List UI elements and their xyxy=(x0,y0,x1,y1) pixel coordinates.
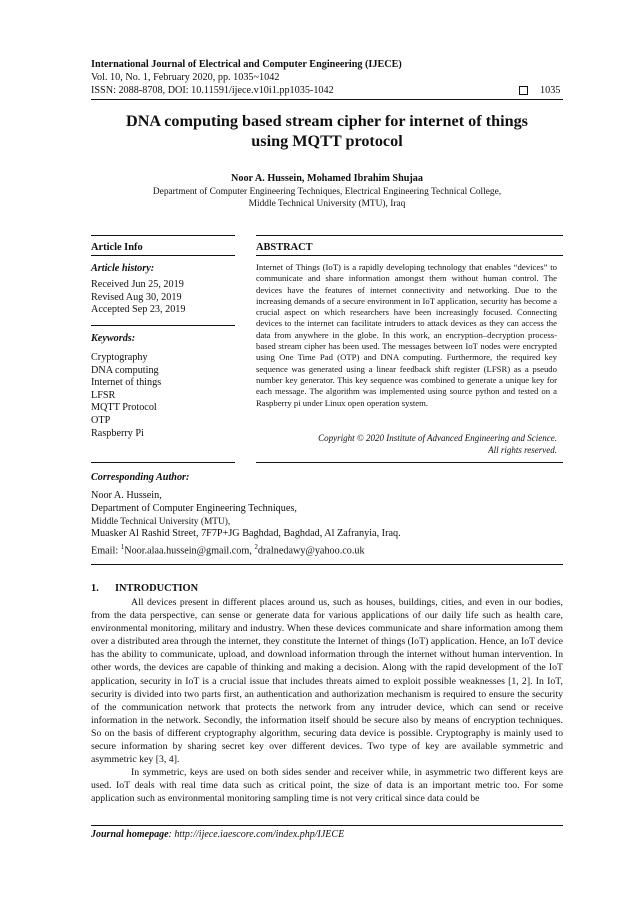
journal-name: International Journal of Electrical and Computer Engineering (IJECE) xyxy=(91,59,402,70)
abstract-heading-rule xyxy=(256,255,563,256)
corresponding-univ: Middle Technical University (MTU), xyxy=(91,516,231,527)
author-list: Noor A. Hussein, Mohamed Ibrahim Shujaa xyxy=(231,173,423,184)
page-number: 1035 xyxy=(540,85,561,96)
body-paragraph: All devices present in different places around us, such as houses, buildings, cities, and even in our bodies, from the data perspective, can sense or generate data for various applications of our daily life such as health care, environmental monitoring, military and industry. When these devices communicate and share information among them over a distributed area through the internet, they constitute the Internet of things (IoT) application. Hence, an IoT device has the ability to communicate, upload, and download information through the internet without human intervention. In other words, the devices are capable of thinking and making a decision. Along with the rapid development of the IoT application, security in IoT is a crucial issue that includes threats aimed to exploit possible weaknesses [1, 2]. In IoT, security is divided into two parts first, an authentication and authorization mechanism is required to ensure the security of the communication network that protects the network from any intruder device, which can send or receive information in the network. Secondly, the information itself should be secure also by means of encryption techniques. So on the basis of different cryptography algorithm, securing data device is possible. Cryptography is mainly used to secure information by sharing secret key over different devices. Two type of key are available symmetric and asymmetric key [3, 4]. xyxy=(91,597,563,766)
title-line-1: DNA computing based stream cipher for internet of things xyxy=(126,112,528,130)
copyright-line-1: Copyright © 2020 Institute of Advanced Engineering and Science. xyxy=(318,433,557,443)
footer-divider xyxy=(91,825,563,826)
header-divider xyxy=(91,99,563,100)
corresponding-email xyxy=(91,541,401,558)
corresponding-address: Muasker Al Rashid Street, 7F7P+JG Baghdad, Baghdad, Al Zafranyia, Iraq. xyxy=(91,528,401,540)
history-accepted: Accepted Sep 23, 2019 xyxy=(91,304,186,316)
history-received: Received Jun 25, 2019 xyxy=(91,279,184,290)
keyword-item: LFSR xyxy=(91,389,116,401)
keywords-heading: Keywords: xyxy=(91,333,136,344)
title-line-2: using MQTT protocol xyxy=(251,132,403,150)
body-paragraph: In symmetric, keys are used on both sides sender and receiver while, in asymmetric two different keys are used. IoT deals with real time data such as critical point, the size of data is an important metric too. For some application such as environmental monitoring sampling time is not very critical since data could be xyxy=(91,767,563,805)
affiliation-line-2: Middle Technical University (MTU), Iraq xyxy=(248,199,406,209)
email-sup-1: 1 xyxy=(120,543,125,552)
info-heading-rule xyxy=(91,255,235,256)
history-list xyxy=(91,279,186,317)
keyword-item: Internet of things xyxy=(91,377,162,389)
keyword-list xyxy=(91,352,161,440)
volume-line: Vol. 10, No. 1, February 2020, pp. 1035~1042 xyxy=(91,72,280,83)
keyword-item: OTP xyxy=(91,414,111,426)
copyright-line-2: All rights reserved. xyxy=(488,444,557,455)
paper-title xyxy=(91,111,563,151)
history-rule xyxy=(91,325,235,326)
affiliation-line-1: Department of Computer Engineering Techniques, Electrical Engineering Technical College, xyxy=(152,187,502,197)
journal-homepage xyxy=(91,829,344,840)
footer-url: : http://ijece.iaescore.com/index.php/IJECE xyxy=(168,829,345,840)
abstract-text: Internet of Things (IoT) is a rapidly developing technology that enables “devices” to communicate and share information amongst them without human control. The devices have the features of internet connectivity and networking. Due to the increasing demands of a secure environment in IoT application, security has become a crucial aspect on which researchers have been increasingly focused. Connecting devices to the internet can facilitate intruders to attack devices as they can access the data from anywhere in the globe. In this work, an encryption–decryption process-based stream cipher has been used. The messages between IoT nodes were encrypted using One Time Pad (OTP) and DNA computing. Furthermore, the required key sequence was generated using a linear feedback shift register (LFSR) as a pseudo number key generator. This key sequence was combined to generate a unique key for each message. The algorithm was implemented using source python and tested on a Raspberry pi under Linux open operation system. xyxy=(256,262,557,408)
email-1: Noor.alaa.hussein@gmail.com, xyxy=(124,545,255,557)
abstract-top-rule xyxy=(256,235,563,236)
section-number: 1. xyxy=(91,583,99,594)
introduction-body xyxy=(91,596,563,806)
square-icon xyxy=(519,86,528,95)
info-top-rule xyxy=(91,235,235,236)
abstract-heading: ABSTRACT xyxy=(256,242,313,253)
keyword-item: MQTT Protocol xyxy=(91,402,157,414)
email-2: dralnedawy@yahoo.co.uk xyxy=(257,545,365,557)
history-heading: Article history: xyxy=(91,263,155,274)
introduction-heading xyxy=(91,583,198,594)
corresponding-dept: Department of Computer Engineering Techniques, xyxy=(91,502,297,514)
email-label: Email: xyxy=(91,545,121,557)
article-info-heading: Article Info xyxy=(91,242,143,253)
section-title: INTRODUCTION xyxy=(115,583,199,594)
corresponding-heading: Corresponding Author: xyxy=(91,472,190,483)
history-revised: Revised Aug 30, 2019 xyxy=(91,291,182,303)
keyword-item: DNA computing xyxy=(91,364,159,376)
keyword-item: Cryptography xyxy=(91,352,148,363)
copyright-notice xyxy=(256,433,557,456)
info-bottom-rule xyxy=(91,462,235,463)
footer-label: Journal homepage xyxy=(91,829,169,840)
email-sup-2: 2 xyxy=(254,543,258,552)
issn-line: ISSN: 2088-8708, DOI: 10.11591/ijece.v10i1.pp1035-1042 xyxy=(91,85,334,96)
corresponding-author-block xyxy=(91,490,401,558)
affiliation xyxy=(91,186,563,210)
corresponding-name: Noor A. Hussein, xyxy=(91,490,162,501)
keyword-item: Raspberry Pi xyxy=(91,427,144,439)
abstract-bottom-rule xyxy=(256,462,563,463)
corresponding-bottom-rule xyxy=(91,564,563,565)
